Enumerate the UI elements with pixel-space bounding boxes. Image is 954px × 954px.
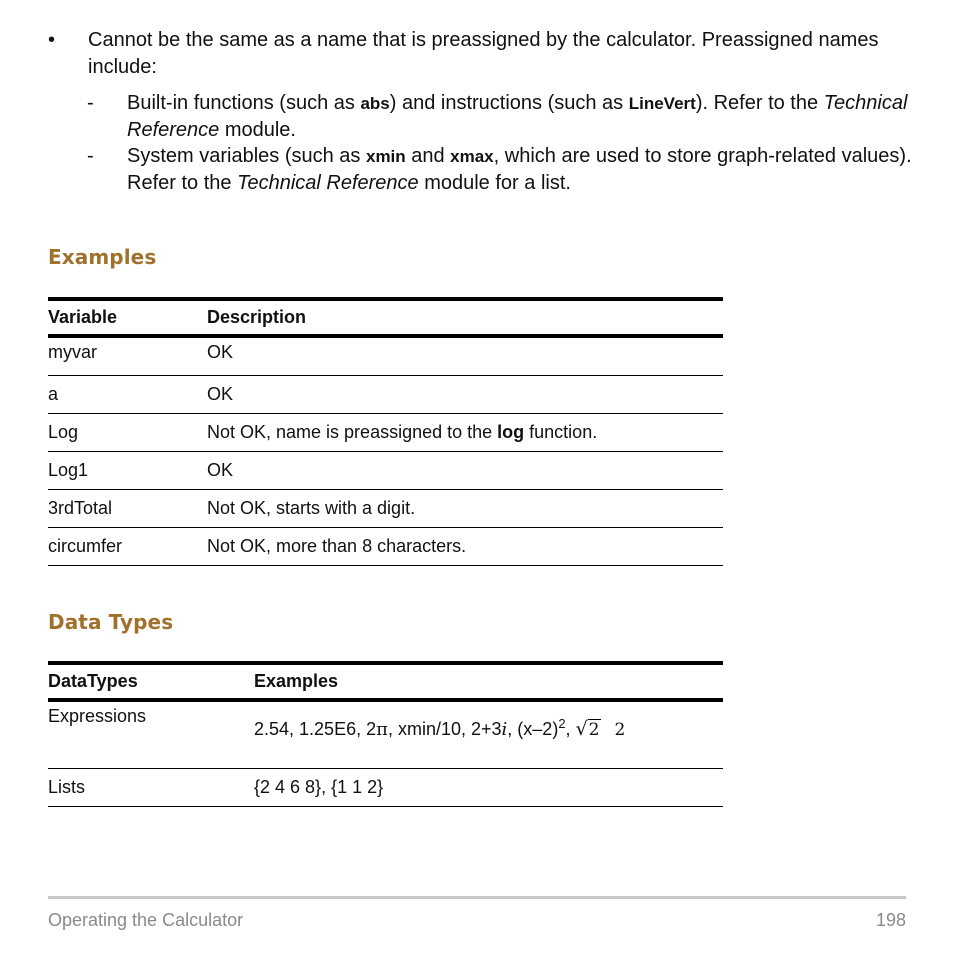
- table-row: [48, 769, 723, 807]
- variable-cell: Log1: [48, 452, 207, 490]
- pi-symbol: π: [376, 719, 388, 740]
- description-cell: Not OK, starts with a digit.: [207, 490, 723, 528]
- trailing-value: 2: [614, 720, 626, 740]
- description-cell: OK: [207, 336, 723, 376]
- command-xmax: xmax: [450, 147, 494, 166]
- square-root-icon: √: [575, 718, 588, 740]
- description-cell: Not OK, more than 8 characters.: [207, 528, 723, 566]
- table-header-row: [48, 663, 723, 700]
- table-row: [48, 490, 723, 528]
- command-xmin: xmin: [365, 147, 406, 166]
- examples-heading: Examples: [48, 245, 157, 269]
- reference-title: Technical Reference: [127, 92, 908, 141]
- datatype-cell: Expressions: [48, 700, 254, 769]
- imaginary-unit: i: [501, 719, 508, 740]
- table-row: [48, 452, 723, 490]
- table-row: [48, 336, 723, 376]
- bullet-text: Cannot be the same as a name that is preassigned by the calculator. Preassigned names include:: [88, 29, 879, 78]
- table-row: [48, 700, 723, 769]
- footer-title: Operating the Calculator: [48, 910, 244, 930]
- examples-cell: {2 4 6 8}, {1 1 2}: [254, 769, 723, 807]
- description-cell: OK: [207, 376, 723, 414]
- data-types-table: [48, 661, 723, 807]
- column-header-datatypes: DataTypes: [48, 663, 254, 700]
- command-log: log: [497, 422, 525, 442]
- table-row: [48, 414, 723, 452]
- column-header-examples: Examples: [254, 663, 723, 700]
- variable-cell: a: [48, 376, 207, 414]
- data-types-heading: Data Types: [48, 610, 174, 634]
- examples-cell: 2.54, 1.25E6, 2π, xmin/10, 2+3i, $(x-2)^2$, √2 2: [254, 700, 723, 769]
- bullet-marker: •: [48, 29, 56, 51]
- command-linevert: LineVert: [628, 94, 696, 113]
- square-root-argument: 2: [588, 720, 600, 740]
- reference-title: Technical Reference: [237, 172, 419, 194]
- examples-table: [48, 297, 723, 566]
- table-row: [48, 376, 723, 414]
- description-cell: Not OK, name is preassigned to the log function.: [207, 414, 723, 452]
- variable-cell: circumfer: [48, 528, 207, 566]
- column-header-description: Description: [207, 299, 723, 336]
- datatype-cell: Lists: [48, 769, 254, 807]
- table-header-row: [48, 299, 723, 336]
- page-number: 198: [875, 910, 906, 930]
- variable-cell: Log: [48, 414, 207, 452]
- column-header-variable: Variable: [48, 299, 207, 336]
- footer-divider: [48, 896, 906, 899]
- variable-cell: myvar: [48, 336, 207, 376]
- variable-cell: 3rdTotal: [48, 490, 207, 528]
- sub-text: System variables (such as xmin and xmax, which are used to store graph-related values). Refer to the Technical Reference module for a list.: [127, 145, 912, 194]
- table-row: [48, 528, 723, 566]
- sub-marker: -: [87, 92, 94, 114]
- command-abs: abs: [360, 94, 390, 113]
- sub-text: Built-in functions (such as abs) and instructions (such as LineVert). Refer to the Technical Reference module.: [127, 92, 908, 141]
- sub-marker: -: [87, 145, 94, 167]
- exponent: 2: [558, 716, 566, 731]
- description-cell: OK: [207, 452, 723, 490]
